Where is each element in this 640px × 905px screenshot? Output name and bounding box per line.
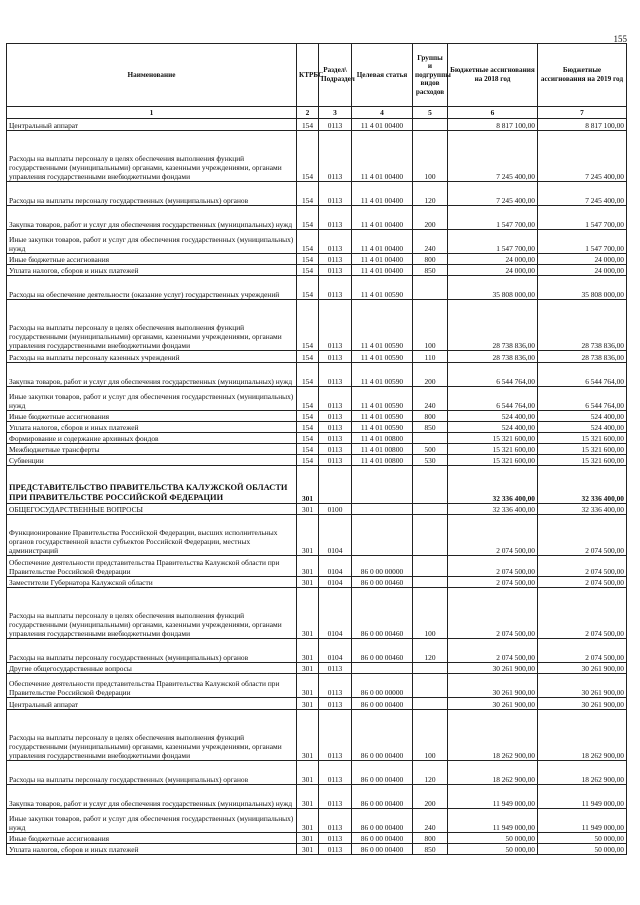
row-group: 800 (413, 833, 448, 844)
row-ktrbs: 301 (297, 674, 319, 698)
row-budget-2018: 24 000,00 (448, 265, 538, 276)
row-target: 11 4 01 00400 (352, 230, 413, 254)
row-target: 11 4 01 00800 (352, 455, 413, 466)
row-name: Расходы на выплаты персоналу в целях обеспечения выполнения функций государственными (муниципальными) органами, казенными учреждениями, органами управления государственными внебюджетными фондами (7, 588, 297, 639)
row-ktrbs: 301 (297, 515, 319, 556)
row-budget-2018: 2 074 500,00 (448, 515, 538, 556)
row-budget-2018: 2 074 500,00 (448, 577, 538, 588)
row-section: 0104 (319, 577, 352, 588)
row-ktrbs: 301 (297, 710, 319, 761)
table-row (7, 556, 627, 577)
header-budget-2019: Бюджетные ассигнования на 2019 год (538, 44, 627, 107)
row-section (319, 466, 352, 504)
row-target: 11 4 01 00590 (352, 422, 413, 433)
row-budget-2019: 32 336 400,00 (538, 466, 627, 504)
row-section: 0113 (319, 131, 352, 182)
table-row (7, 351, 627, 363)
row-group: 500 (413, 444, 448, 455)
row-name: Уплата налогов, сборов и иных платежей (7, 844, 297, 855)
table-row (7, 422, 627, 433)
row-name: Иные закупки товаров, работ и услуг для обеспечения государственных (муниципальных) нужд (7, 809, 297, 833)
row-budget-2018: 50 000,00 (448, 833, 538, 844)
row-budget-2019: 1 547 700,00 (538, 230, 627, 254)
row-name: Центральный аппарат (7, 119, 297, 131)
row-group (413, 663, 448, 674)
row-ktrbs: 154 (297, 444, 319, 455)
row-section: 0113 (319, 300, 352, 351)
row-budget-2019: 50 000,00 (538, 833, 627, 844)
header-ktrbs: КТРБС (297, 44, 319, 107)
row-group (413, 504, 448, 515)
table-row (7, 504, 627, 515)
row-group: 530 (413, 455, 448, 466)
row-budget-2019: 35 808 000,00 (538, 276, 627, 300)
table-row (7, 761, 627, 785)
row-budget-2018: 2 074 500,00 (448, 556, 538, 577)
row-section: 0113 (319, 761, 352, 785)
row-budget-2019: 18 262 900,00 (538, 761, 627, 785)
row-ktrbs: 154 (297, 265, 319, 276)
row-budget-2018: 2 074 500,00 (448, 588, 538, 639)
row-budget-2019: 28 738 836,00 (538, 351, 627, 363)
row-ktrbs: 154 (297, 387, 319, 411)
row-target: 11 4 01 00590 (352, 363, 413, 387)
budget-allocation-table (6, 43, 627, 855)
row-budget-2019: 7 245 400,00 (538, 131, 627, 182)
row-budget-2019: 524 400,00 (538, 411, 627, 422)
row-budget-2018: 6 544 764,00 (448, 387, 538, 411)
row-section: 0113 (319, 254, 352, 265)
row-name: Расходы на выплаты персоналу государственных (муниципальных) органов (7, 761, 297, 785)
row-name: Расходы на выплаты персоналу в целях обеспечения выполнения функций государственными (муниципальными) органами, казенными учреждениями, органами управления государственными внебюджетными фондами (7, 131, 297, 182)
row-group (413, 515, 448, 556)
row-section: 0113 (319, 119, 352, 131)
row-budget-2019: 15 321 600,00 (538, 433, 627, 444)
row-section: 0104 (319, 515, 352, 556)
row-target (352, 663, 413, 674)
column-number: 3 (319, 107, 352, 119)
row-budget-2018: 35 808 000,00 (448, 276, 538, 300)
row-target (352, 504, 413, 515)
row-budget-2018: 1 547 700,00 (448, 230, 538, 254)
row-target: 11 4 01 00590 (352, 300, 413, 351)
row-group (413, 577, 448, 588)
row-name: Расходы на выплаты персоналу в целях обеспечения выполнения функций государственными (муниципальными) органами, казенными учреждениями, органами управления государственными внебюджетными фондами (7, 710, 297, 761)
header-group: Группы и подгруппы видов расходов (413, 44, 448, 107)
table-row (7, 206, 627, 230)
row-name: Расходы на обеспечение деятельности (оказание услуг) государственных учреждений (7, 276, 297, 300)
row-name: Иные закупки товаров, работ и услуг для обеспечения государственных (муниципальных) нужд (7, 230, 297, 254)
row-budget-2019: 11 949 000,00 (538, 809, 627, 833)
row-group: 850 (413, 844, 448, 855)
row-ktrbs: 301 (297, 698, 319, 710)
row-budget-2018: 524 400,00 (448, 411, 538, 422)
header-row (7, 44, 627, 107)
row-section: 0113 (319, 663, 352, 674)
row-group (413, 119, 448, 131)
table-row (7, 265, 627, 276)
row-target: 86 0 00 00400 (352, 844, 413, 855)
row-name: Закупка товаров, работ и услуг для обеспечения государственных (муниципальных) нужд (7, 363, 297, 387)
row-ktrbs: 154 (297, 182, 319, 206)
row-section: 0113 (319, 710, 352, 761)
row-group: 240 (413, 809, 448, 833)
row-budget-2018: 32 336 400,00 (448, 466, 538, 504)
row-target: 11 4 01 00400 (352, 182, 413, 206)
row-group: 100 (413, 710, 448, 761)
row-budget-2019: 28 738 836,00 (538, 300, 627, 351)
row-section: 0113 (319, 785, 352, 809)
row-group: 200 (413, 363, 448, 387)
row-group: 100 (413, 131, 448, 182)
row-budget-2019: 6 544 764,00 (538, 387, 627, 411)
row-budget-2019: 24 000,00 (538, 265, 627, 276)
row-name: Иные бюджетные ассигнования (7, 254, 297, 265)
row-name: Субвенции (7, 455, 297, 466)
table-row (7, 785, 627, 809)
row-budget-2018: 30 261 900,00 (448, 698, 538, 710)
row-target: 11 4 01 00400 (352, 131, 413, 182)
row-name: Уплата налогов, сборов и иных платежей (7, 265, 297, 276)
row-budget-2018: 524 400,00 (448, 422, 538, 433)
row-target: 11 4 01 00590 (352, 411, 413, 422)
row-section: 0100 (319, 504, 352, 515)
row-group: 120 (413, 639, 448, 663)
row-section: 0113 (319, 433, 352, 444)
row-name: Иные бюджетные ассигнования (7, 833, 297, 844)
table-row (7, 254, 627, 265)
row-ktrbs: 301 (297, 556, 319, 577)
column-number: 4 (352, 107, 413, 119)
row-target: 86 0 00 00400 (352, 698, 413, 710)
row-ktrbs: 301 (297, 809, 319, 833)
row-group (413, 556, 448, 577)
row-target: 86 0 00 00400 (352, 710, 413, 761)
row-name: Иные бюджетные ассигнования (7, 411, 297, 422)
row-budget-2018: 7 245 400,00 (448, 131, 538, 182)
column-number: 2 (297, 107, 319, 119)
table-row (7, 182, 627, 206)
row-target: 86 0 00 00000 (352, 674, 413, 698)
row-name: Межбюджетные трансферты (7, 444, 297, 455)
row-name: Заместители Губернатора Калужской области (7, 577, 297, 588)
page-number: 155 (613, 34, 627, 44)
column-number-row (7, 107, 627, 119)
row-budget-2018: 15 321 600,00 (448, 433, 538, 444)
row-group: 800 (413, 254, 448, 265)
row-budget-2018: 24 000,00 (448, 254, 538, 265)
row-group: 100 (413, 300, 448, 351)
row-name: Формирование и содержание архивных фондов (7, 433, 297, 444)
table-row (7, 674, 627, 698)
row-target: 86 0 00 00400 (352, 833, 413, 844)
row-budget-2018: 18 262 900,00 (448, 761, 538, 785)
row-name: Обеспечение деятельности представительства Правительства Калужской области при Правительстве Российской Федерации (7, 674, 297, 698)
row-ktrbs: 154 (297, 411, 319, 422)
row-group: 240 (413, 230, 448, 254)
row-section: 0104 (319, 639, 352, 663)
row-budget-2019: 32 336 400,00 (538, 504, 627, 515)
row-section: 0113 (319, 206, 352, 230)
table-row (7, 588, 627, 639)
table-row (7, 433, 627, 444)
table-row (7, 698, 627, 710)
row-section: 0113 (319, 276, 352, 300)
row-ktrbs: 301 (297, 466, 319, 504)
row-budget-2018: 28 738 836,00 (448, 351, 538, 363)
row-budget-2018: 30 261 900,00 (448, 674, 538, 698)
row-budget-2018: 8 817 100,00 (448, 119, 538, 131)
row-budget-2018: 32 336 400,00 (448, 504, 538, 515)
row-target: 11 4 01 00400 (352, 265, 413, 276)
row-section: 0113 (319, 230, 352, 254)
row-ktrbs: 301 (297, 588, 319, 639)
row-ktrbs: 154 (297, 433, 319, 444)
row-budget-2018: 28 738 836,00 (448, 300, 538, 351)
row-group: 120 (413, 761, 448, 785)
row-section: 0113 (319, 844, 352, 855)
row-ktrbs: 301 (297, 639, 319, 663)
row-ktrbs: 154 (297, 351, 319, 363)
row-name: Центральный аппарат (7, 698, 297, 710)
row-ktrbs: 301 (297, 785, 319, 809)
row-ktrbs: 154 (297, 422, 319, 433)
header-name: Наименование (7, 44, 297, 107)
row-group: 100 (413, 588, 448, 639)
table-body (7, 119, 627, 855)
row-name: ОБЩЕГОСУДАРСТВЕННЫЕ ВОПРОСЫ (7, 504, 297, 515)
row-budget-2019: 11 949 000,00 (538, 785, 627, 809)
row-name: Другие общегосударственные вопросы (7, 663, 297, 674)
row-target: 86 0 00 00400 (352, 809, 413, 833)
row-group: 200 (413, 785, 448, 809)
row-section: 0113 (319, 363, 352, 387)
row-section: 0104 (319, 556, 352, 577)
row-budget-2019: 2 074 500,00 (538, 556, 627, 577)
row-budget-2019: 30 261 900,00 (538, 663, 627, 674)
table-row (7, 833, 627, 844)
table-row (7, 466, 627, 504)
row-ktrbs: 154 (297, 119, 319, 131)
column-number: 1 (7, 107, 297, 119)
row-target: 86 0 00 00400 (352, 761, 413, 785)
column-number: 5 (413, 107, 448, 119)
row-group (413, 466, 448, 504)
row-section: 0113 (319, 809, 352, 833)
row-budget-2019: 8 817 100,00 (538, 119, 627, 131)
row-budget-2019: 1 547 700,00 (538, 206, 627, 230)
row-section: 0113 (319, 411, 352, 422)
column-number: 7 (538, 107, 627, 119)
header-target: Целевая статья (352, 44, 413, 107)
row-ktrbs: 154 (297, 300, 319, 351)
table-row (7, 844, 627, 855)
table-row (7, 639, 627, 663)
row-target: 11 4 01 00400 (352, 206, 413, 230)
row-target: 11 4 01 00400 (352, 119, 413, 131)
row-target: 86 0 00 00460 (352, 588, 413, 639)
row-target: 86 0 00 00400 (352, 785, 413, 809)
row-budget-2019: 2 074 500,00 (538, 577, 627, 588)
row-section: 0113 (319, 455, 352, 466)
table-row (7, 276, 627, 300)
row-name: Закупка товаров, работ и услуг для обеспечения государственных (муниципальных) нужд (7, 206, 297, 230)
row-group (413, 276, 448, 300)
row-budget-2019: 30 261 900,00 (538, 674, 627, 698)
row-target: 86 0 00 00460 (352, 639, 413, 663)
row-budget-2019: 15 321 600,00 (538, 455, 627, 466)
column-number: 6 (448, 107, 538, 119)
row-ktrbs: 301 (297, 663, 319, 674)
row-ktrbs: 154 (297, 230, 319, 254)
row-name: Обеспечение деятельности представительства Правительства Калужской области при Правительстве Российской Федерации (7, 556, 297, 577)
row-name: Расходы на выплаты персоналу государственных (муниципальных) органов (7, 182, 297, 206)
row-section: 0113 (319, 698, 352, 710)
row-budget-2019: 524 400,00 (538, 422, 627, 433)
row-target (352, 515, 413, 556)
row-ktrbs: 154 (297, 455, 319, 466)
table-row (7, 387, 627, 411)
row-group (413, 674, 448, 698)
table-row (7, 444, 627, 455)
row-budget-2019: 24 000,00 (538, 254, 627, 265)
row-ktrbs: 301 (297, 577, 319, 588)
row-budget-2019: 2 074 500,00 (538, 588, 627, 639)
row-group: 200 (413, 206, 448, 230)
row-budget-2018: 2 074 500,00 (448, 639, 538, 663)
header-budget-2018: Бюджетные ассигнования на 2018 год (448, 44, 538, 107)
table-row (7, 663, 627, 674)
row-section: 0113 (319, 422, 352, 433)
row-section: 0113 (319, 444, 352, 455)
row-budget-2018: 6 544 764,00 (448, 363, 538, 387)
row-budget-2019: 18 262 900,00 (538, 710, 627, 761)
row-section: 0113 (319, 833, 352, 844)
table-row (7, 455, 627, 466)
row-ktrbs: 154 (297, 206, 319, 230)
row-group: 240 (413, 387, 448, 411)
table-row (7, 515, 627, 556)
row-target: 11 4 01 00800 (352, 444, 413, 455)
row-budget-2018: 11 949 000,00 (448, 785, 538, 809)
row-group: 850 (413, 422, 448, 433)
row-target: 11 4 01 00800 (352, 433, 413, 444)
row-budget-2019: 2 074 500,00 (538, 639, 627, 663)
row-group: 120 (413, 182, 448, 206)
row-ktrbs: 154 (297, 363, 319, 387)
row-target: 11 4 01 00590 (352, 351, 413, 363)
table-row (7, 131, 627, 182)
table-row (7, 809, 627, 833)
row-section: 0113 (319, 265, 352, 276)
row-ktrbs: 301 (297, 761, 319, 785)
row-ktrbs: 301 (297, 504, 319, 515)
row-budget-2018: 50 000,00 (448, 844, 538, 855)
row-target: 11 4 01 00590 (352, 387, 413, 411)
row-ktrbs: 154 (297, 131, 319, 182)
row-target: 11 4 01 00400 (352, 254, 413, 265)
row-target: 11 4 01 00590 (352, 276, 413, 300)
row-group: 800 (413, 411, 448, 422)
table-row (7, 577, 627, 588)
table-row (7, 411, 627, 422)
row-name: Расходы на выплаты персоналу государственных (муниципальных) органов (7, 639, 297, 663)
row-budget-2019: 30 261 900,00 (538, 698, 627, 710)
row-target (352, 466, 413, 504)
row-group: 850 (413, 265, 448, 276)
row-section: 0113 (319, 351, 352, 363)
row-ktrbs: 301 (297, 844, 319, 855)
row-ktrbs: 154 (297, 276, 319, 300)
row-group (413, 698, 448, 710)
row-section: 0113 (319, 387, 352, 411)
row-target: 86 0 00 00460 (352, 577, 413, 588)
row-budget-2018: 30 261 900,00 (448, 663, 538, 674)
table-row (7, 363, 627, 387)
row-budget-2018: 15 321 600,00 (448, 455, 538, 466)
row-budget-2018: 15 321 600,00 (448, 444, 538, 455)
row-section: 0113 (319, 674, 352, 698)
row-section: 0113 (319, 182, 352, 206)
row-budget-2019: 50 000,00 (538, 844, 627, 855)
table-row (7, 119, 627, 131)
row-budget-2019: 7 245 400,00 (538, 182, 627, 206)
row-budget-2018: 7 245 400,00 (448, 182, 538, 206)
row-budget-2019: 2 074 500,00 (538, 515, 627, 556)
row-name: Расходы на выплаты персоналу казенных учреждений (7, 351, 297, 363)
row-name: ПРЕДСТАВИТЕЛЬСТВО ПРАВИТЕЛЬСТВА КАЛУЖСКОЙ ОБЛАСТИ ПРИ ПРАВИТЕЛЬСТВЕ РОССИЙСКОЙ ФЕДЕРАЦИИ (7, 466, 297, 504)
table-row (7, 230, 627, 254)
row-ktrbs: 154 (297, 254, 319, 265)
row-name: Иные закупки товаров, работ и услуг для обеспечения государственных (муниципальных) нужд (7, 387, 297, 411)
row-budget-2019: 6 544 764,00 (538, 363, 627, 387)
row-budget-2019: 15 321 600,00 (538, 444, 627, 455)
row-group (413, 433, 448, 444)
row-ktrbs: 301 (297, 833, 319, 844)
row-name: Закупка товаров, работ и услуг для обеспечения государственных (муниципальных) нужд (7, 785, 297, 809)
row-section: 0104 (319, 588, 352, 639)
table-row (7, 710, 627, 761)
row-target: 86 0 00 00000 (352, 556, 413, 577)
row-name: Расходы на выплаты персоналу в целях обеспечения выполнения функций государственными (муниципальными) органами, казенными учреждениями, органами управления государственными внебюджетными фондами (7, 300, 297, 351)
row-name: Уплата налогов, сборов и иных платежей (7, 422, 297, 433)
row-name: Функционирование Правительства Российской Федерации, высших исполнительных органов государственной власти субъектов Российской Федерации, местных администраций (7, 515, 297, 556)
row-budget-2018: 1 547 700,00 (448, 206, 538, 230)
header-section: Раздел\ Подраздел (319, 44, 352, 107)
row-budget-2018: 11 949 000,00 (448, 809, 538, 833)
table-row (7, 300, 627, 351)
row-budget-2018: 18 262 900,00 (448, 710, 538, 761)
row-group: 110 (413, 351, 448, 363)
